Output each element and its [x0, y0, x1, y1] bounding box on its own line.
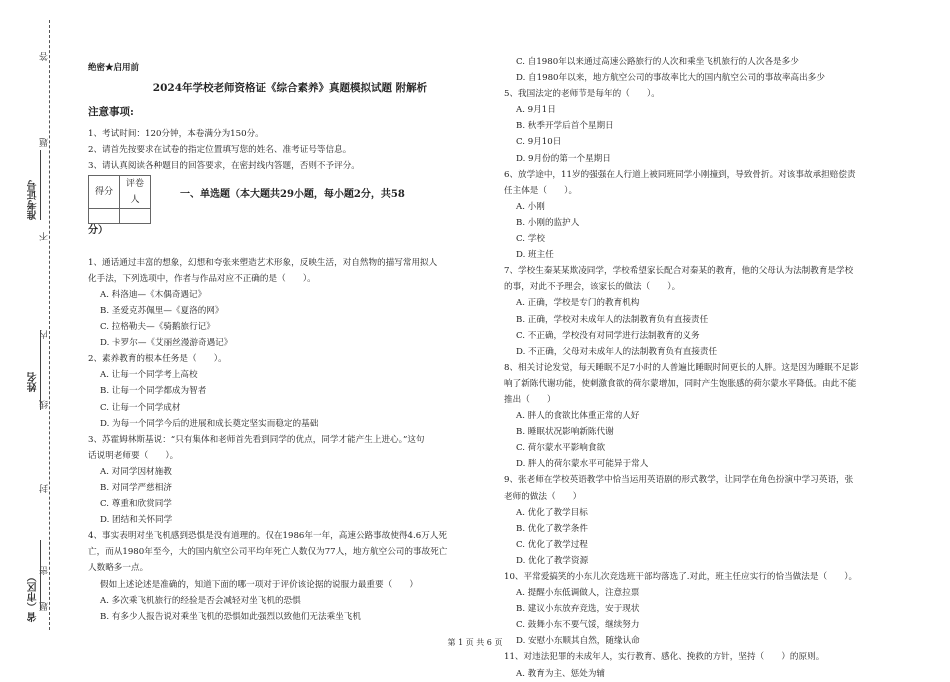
question-line: 2、素养教育的根本任务是（ ）。	[88, 354, 227, 365]
question-line: A. 教育为主、惩处为辅	[516, 668, 606, 679]
question-line: 10、平常爱搞笑的小东儿次竞选班干部均落选了.对此，班主任应实行的恰当做法是（ ）。	[504, 572, 858, 582]
question-line: B. 让每一个同学都成为智者	[100, 386, 207, 397]
question-line: C. 学校	[516, 234, 545, 245]
question-line: C. 拉格勒夫—《骑鹅旅行记》	[100, 322, 215, 333]
question-line: 6、放学途中，11岁的强强在人行道上被同班同学小刚撞到，导致骨折。对该事故承担赔偿责	[504, 169, 856, 180]
margin-label-no: 不	[40, 232, 50, 241]
question-line: 假如上述论述是准确的，知道下面的哪一项对于评价该论据的说服力最重要（ ）	[100, 579, 418, 590]
question-line: 化手法，下列选项中，作者与作品对应不正确的是（ ）。	[88, 273, 316, 284]
question-line: 5、我国法定的老师节是每年的（ ）。	[504, 89, 660, 100]
region-underline	[40, 540, 41, 610]
name-underline	[40, 330, 41, 410]
question-line: 老师的做法（ ）	[504, 491, 582, 502]
question-line: B. 小刚的监护人	[516, 217, 580, 228]
question-line: A. 对同学因材施教	[100, 466, 172, 477]
question-line: D. 班主任	[516, 250, 554, 261]
question-line: A. 正确，学校是专门的教育机构	[516, 298, 640, 309]
question-line: C. 让每一个同学成材	[100, 402, 181, 413]
question-line: B. 建议小东放弃竞选，安于现状	[516, 604, 640, 615]
question-line: D. 9月份的第一个星期日	[516, 153, 611, 164]
notice-item: 1、考试时间：120分钟，本卷满分为150分。	[88, 129, 264, 140]
question-line: C. 自1980年以来通过高速公路旅行的人次和乘坐飞机旅行的人次各是多少	[516, 57, 799, 67]
grader-cell-label: 评卷人	[120, 175, 151, 208]
question-line: D. 自1980年以来，地方航空公司的事故率比大的国内航空公司的事故率高出多少	[516, 73, 825, 84]
question-line: 11、对违法犯罪的未成年人，实行教育、感化、挽救的方针，坚持（ ）的原则。	[504, 652, 825, 663]
secret-label: 绝密★启用前	[88, 63, 140, 73]
question-line: A. 科洛迪—《木偶奇遇记》	[100, 289, 207, 300]
question-line: B. 优化了教学条件	[516, 523, 588, 534]
question-line: A. 9月1日	[516, 105, 556, 116]
margin-label-line: 线	[40, 400, 50, 409]
seal-dashed-line	[49, 20, 50, 630]
question-line: B. 圣爱克苏佩里—《夏洛的网》	[100, 305, 224, 316]
question-line: 话说明老师要（ ）。	[88, 450, 179, 461]
question-line: A. 让每一个同学考上高校	[100, 370, 198, 381]
question-line: D. 团结和关怀同学	[100, 515, 173, 526]
question-line: B. 秋季开学后首个星期日	[516, 121, 614, 132]
question-line: A. 提醒小东低调做人，注意拉票	[516, 588, 640, 599]
margin-label-answer: 答	[40, 52, 50, 61]
question-line: B. 有多少人报告说对乘坐飞机的恐惧如此强烈以致他们无法乘坐飞机	[100, 611, 361, 622]
margin-label-seal: 封	[40, 484, 50, 493]
question-line: A. 小刚	[516, 201, 545, 212]
right-questions	[504, 54, 924, 682]
margin-label-region: 省（市区）	[28, 572, 39, 622]
question-line: D. 不正确，父母对未成年人的法制教育负有直接责任	[516, 346, 718, 357]
question-line: C. 不正确，学校没有对同学进行法制教育的义务	[516, 330, 700, 341]
score-section	[88, 175, 492, 217]
question-line: D. 胖人的荷尔蒙水平可能异于常人	[516, 459, 649, 470]
notice-heading: 注意事项:	[88, 106, 134, 119]
question-line: 亡，而从1980年至今，大的国内航空公司平均年死亡人数仅为77人，地方航空公司的事故死亡	[88, 547, 448, 558]
grader-cell-input	[120, 208, 151, 223]
question-line: D. 安慰小东顺其自然，随缘认命	[516, 636, 640, 647]
question-line: B. 对同学严慈相济	[100, 482, 172, 493]
question-line: 人数略多一点。	[88, 563, 149, 574]
left-questions	[88, 255, 492, 625]
question-line: C. 9月10日	[516, 137, 562, 148]
question-line: 9、张老师在学校英语教学中恰当运用英语剧的形式教学，让同学在角色扮演中学习英语，张	[504, 475, 854, 486]
question-line: B. 睡眠状况影响新陈代谢	[516, 427, 614, 438]
question-line: 8、相关讨论发觉，每天睡眠不足7小时的人普遍比睡眠时间更长的人胖。这是因为睡眠不足影	[504, 362, 859, 373]
margin-label-exam-id: 准考证号	[28, 180, 39, 220]
question-line: D. 卡罗尔—《艾丽丝漫游奇遇记》	[100, 338, 233, 349]
margin-label-inside: 内	[40, 330, 50, 339]
margin-label-seat: 题	[40, 602, 50, 611]
margin-label-name: 姓名	[28, 372, 39, 392]
page-title: 2024年学校老师资格证《综合素养》真题模拟试题 附解析	[152, 82, 428, 95]
question-line: 响了新陈代谢功能，使刺激食欲的荷尔蒙增加，同时产生饱胀感的荷尔蒙水平降低。由此不能	[504, 378, 857, 389]
question-line: C. 鼓舞小东不要气馁，继续努力	[516, 620, 640, 631]
notice-item: 3、请认真阅读各种题目的回答要求，在密封线内答题，否则不予评分。	[88, 161, 360, 172]
left-column	[88, 60, 492, 625]
page-footer: 第 1 页 共 6 页	[447, 638, 503, 647]
exam-id-underline	[40, 150, 41, 220]
question-line: 的事，对此不予理会，该家长的做法（ ）。	[504, 282, 681, 293]
question-line: 7、学校生秦某某欺凌同学，学校希望家长配合对秦某的教育，他的父母认为法制教育是学校	[504, 266, 854, 277]
right-column	[504, 54, 924, 682]
score-cell-input	[89, 208, 120, 223]
section-heading: 一、单选题（本大题共29小题，每小题2分，共58	[180, 188, 405, 200]
margin-label-secret: 密	[40, 566, 50, 575]
question-line: 1、通话通过丰富的想象，幻想和夸张来塑造艺术形象，反映生活，对自然物的描写常用拟人	[88, 257, 438, 268]
score-cell-label: 得分	[89, 175, 120, 208]
margin-label-question: 题	[40, 138, 50, 147]
question-line: A. 胖人的食欲比体重正常的人好	[516, 411, 640, 422]
binding-margin	[0, 0, 80, 671]
question-line: C. 尊重和欣赏同学	[100, 499, 172, 510]
score-table	[88, 175, 151, 224]
question-line: 推出（ ）	[504, 394, 556, 405]
question-line: C. 荷尔蒙水平影响食欲	[516, 443, 606, 454]
question-line: 4、事实表明对坐飞机感到恐惧是没有道理的。仅在1986年一年，高速公路事故使得4.6万人死	[88, 531, 447, 542]
question-line: D. 为每一个同学今后的进展和成长奠定坚实而稳定的基础	[100, 418, 319, 429]
question-line: 任主体是（ ）。	[504, 185, 578, 196]
question-line: C. 优化了教学过程	[516, 539, 588, 550]
section-heading-cont: 分）	[88, 224, 108, 236]
question-line: A. 优化了教学目标	[516, 507, 588, 518]
question-line: B. 正确，学校对未成年人的法制教育负有直接责任	[516, 314, 709, 325]
question-line: A. 多次乘飞机旅行的经验是否会减轻对坐飞机的恐惧	[100, 595, 301, 606]
question-line: D. 优化了教学资源	[516, 555, 589, 566]
question-line: 3、苏霍姆林斯基说：“只有集体和老师首先看到同学的优点，同学才能产生上进心。”这句	[88, 434, 425, 445]
notice-item: 2、请首先按要求在试卷的指定位置填写您的姓名、准考证号等信息。	[88, 145, 352, 156]
